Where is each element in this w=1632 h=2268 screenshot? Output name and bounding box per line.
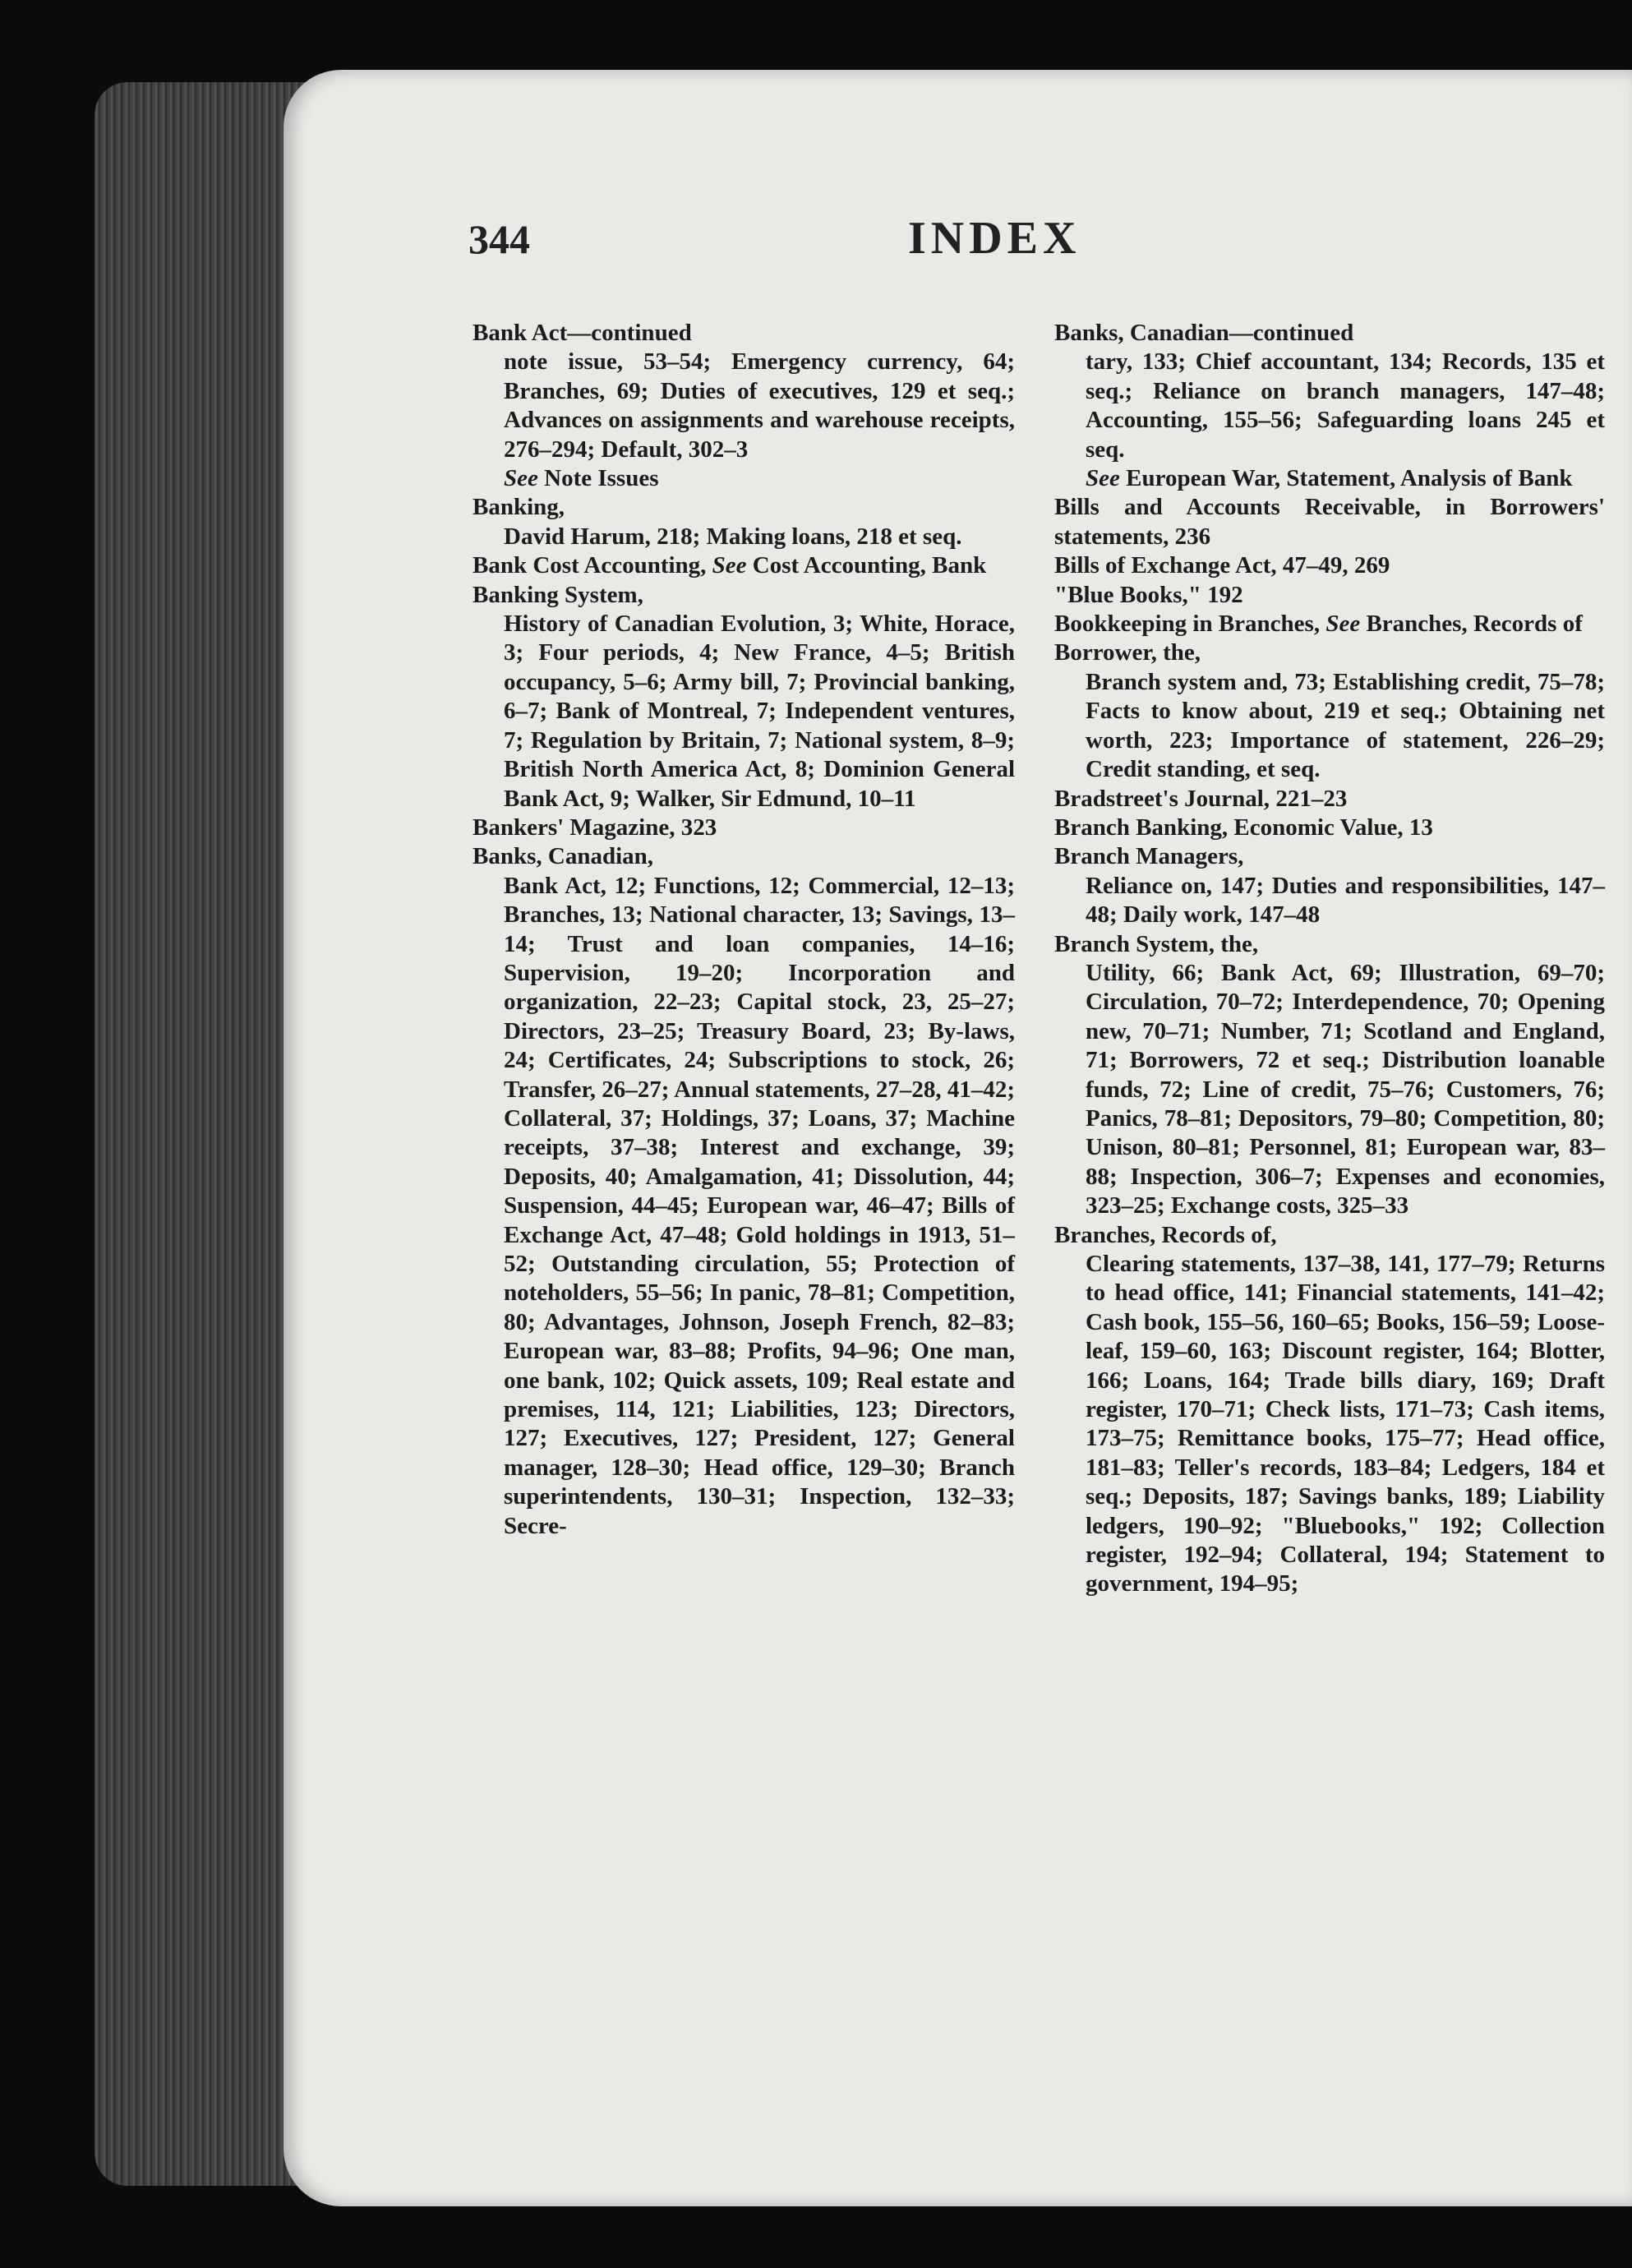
page-number: 344 — [468, 216, 530, 262]
entry-heading: Bookkeeping in Branches, — [1054, 611, 1321, 638]
running-title: INDEX — [908, 213, 1081, 264]
entry-heading: Branch Managers, — [1054, 843, 1244, 870]
entry-body: Economic Value, 13 — [1233, 814, 1433, 841]
entry-heading: Borrower, the, — [1054, 639, 1201, 666]
entry-heading: "Blue Books," — [1054, 581, 1201, 608]
entry-heading: Banks, Canadian, — [473, 843, 654, 870]
see-label: See — [1325, 611, 1361, 638]
see-label: See — [504, 465, 538, 492]
index-entry — [1054, 842, 1605, 929]
entry-body: in Borrowers' statements, 236 — [1054, 494, 1606, 550]
entry-body: 221–23 — [1275, 785, 1348, 812]
entry-heading: Banking System, — [473, 581, 643, 608]
index-entry — [473, 319, 1015, 464]
index-entry — [473, 493, 1015, 551]
index-column-right — [1054, 319, 1605, 1599]
index-entry — [1054, 930, 1605, 1221]
entry-body: 323 — [680, 814, 717, 841]
entry-body: Utility, 66; Bank Act, 69; Illustration, 69–70; Circulation, 70–72; Interdependence, 70; Opening new, 70–71; Number, 71; Scotland and England, 71; Borrowers, 72 et seq.; Distribution loanable funds, 72; Line of credit, 75–76; Customers, 76; Panics, 78–81; Depositors, 79–80; Competition, 80; Unison, 80–81; Personnel, 81; European war, 83–88; Inspection, 306–7; Expenses and economies, 323–25; Exchange costs, 325–33 — [1086, 959, 1605, 1219]
entry-heading: Bank Cost Accounting, — [473, 552, 707, 579]
index-entry — [1054, 785, 1605, 814]
entry-heading: Bills and Accounts Receivable, — [1054, 494, 1421, 521]
entry-body: European War, Statement, Analysis of Bank — [1126, 465, 1573, 492]
entry-body: Cost Accounting, Bank — [752, 552, 987, 579]
entry-heading: Banks, Canadian—continued — [1054, 320, 1354, 346]
index-entry — [473, 581, 1015, 814]
entry-heading: Banking, — [473, 494, 565, 521]
entry-body: tary, 133; Chief accountant, 134; Records, 135 et seq.; Reliance on branch managers, 147–48; Accounting, 155–56; Safeguarding loans 245 et seq. — [1086, 348, 1605, 463]
entry-heading: Branch System, the, — [1054, 930, 1259, 957]
entry-heading: Bankers' Magazine, — [473, 814, 675, 841]
see-reference — [1054, 464, 1605, 493]
entry-body: Clearing statements, 137–38, 141, 177–79; Returns to head office, 141; Financial statements, 141–42; Cash book, 155–56, 160–65; Books, 156–59; Loose-leaf, 159–60, 163; Discount register, 164; Blotter, 166; Loans, 164; Trade bills diary, 169; Draft register, 170–71; Check lists, 171–73; Cash items, 173–75; Remittance books, 175–77; Head office, 181–83; Teller's records, 183–84; Ledgers, 184 et seq.; Deposits, 187; Savings banks, 189; Liability ledgers, 190–92; "Bluebooks," 192; Collection register, 192–94; Collateral, 194; Statement to government, 194–95; — [1086, 1251, 1605, 1597]
index-entry — [1054, 319, 1605, 464]
entry-heading: Bills of Exchange Act, — [1054, 552, 1277, 579]
entry-heading: Bank Act—continued — [473, 320, 692, 346]
see-label: See — [712, 552, 747, 579]
entry-body: 192 — [1207, 581, 1243, 608]
entry-heading: Branch Banking, — [1054, 814, 1229, 841]
index-entry — [1054, 1221, 1605, 1599]
entry-body: note issue, 53–54; Emergency currency, 64; Branches, 69; Duties of executives, 129 et seq.; Advances on assignments and warehouse receipts, 276–294; Default, 302–3 — [504, 348, 1015, 463]
page-header — [468, 215, 1632, 273]
index-entry — [1054, 814, 1605, 842]
book-page-edges — [95, 82, 308, 2186]
entry-heading: Branches, Records of, — [1054, 1221, 1277, 1248]
entry-body: David Harum, 218; Making loans, 218 et seq. — [504, 523, 962, 550]
index-column-left — [473, 319, 1015, 1541]
index-entry — [473, 814, 1015, 842]
entry-body: Bank Act, 12; Functions, 12; Commercial, 12–13; Branches, 13; National character, 13; Savings, 13–14; Trust and loan companies, 14–16; Supervision, 19–20; Incorporation and organization, 22–23; Capital stock, 23, 25–27; Directors, 23–25; Treasury Board, 23; By-laws, 24; Certificates, 24; Subscriptions to stock, 26; Transfer, 26–27; Annual statements, 27–28, 41–42; Collateral, 37; Holdings, 37; Loans, 37; Machine receipts, 37–38; Interest and exchange, 39; Deposits, 40; Amalgamation, 41; Dissolution, 44; Suspension, 44–45; European war, 46–47; Bills of Exchange Act, 47–48; Gold holdings in 1913, 51–52; Outstanding circulation, 55; Protection of noteholders, 55–56; In panic, 78–81; Competition, 80; Advantages, Johnson, Joseph French, 82–83; European war, 83–88; Profits, 94–96; One man, one bank, 102; Quick assets, 109; Real estate and premises, 114, 121; Liabilities, 123; Directors, 127; Executives, 127; President, 127; General manager, 128–30; Head office, 129–30; Branch superintendents, 130–31; Inspection, 132–33; Secre- — [504, 872, 1015, 1539]
index-entry — [1054, 551, 1605, 580]
index-entry — [473, 842, 1015, 1541]
index-entry — [1054, 581, 1605, 610]
entry-body: Branches, Records of — [1366, 611, 1583, 638]
entry-body: Branch system and, 73; Establishing credit, 75–78; Facts to know about, 219 et seq.; Obtaining net worth, 223; Importance of statement, 226–29; Credit standing, et seq. — [1086, 668, 1605, 783]
index-entry — [1054, 638, 1605, 784]
entry-body: Note Issues — [544, 465, 659, 492]
see-reference — [473, 464, 1015, 493]
entry-body: Reliance on, 147; Duties and responsibilities, 147–48; Daily work, 147–48 — [1086, 872, 1605, 929]
entry-heading: Bradstreet's Journal, — [1054, 785, 1270, 812]
entry-body: 47–49, 269 — [1282, 552, 1390, 579]
index-entry — [473, 551, 1015, 580]
see-label: See — [1086, 465, 1120, 492]
index-entry — [1054, 610, 1605, 638]
index-entry — [1054, 493, 1605, 551]
entry-body: History of Canadian Evolution, 3; White, Horace, 3; Four periods, 4; New France, 4–5; British occupancy, 5–6; Army bill, 7; Provincial banking, 6–7; Bank of Montreal, 7; Independent ventures, 7; Regulation by Britain, 7; National system, 8–9; British North America Act, 8; Dominion General Bank Act, 9; Walker, Sir Edmund, 10–11 — [504, 611, 1015, 812]
